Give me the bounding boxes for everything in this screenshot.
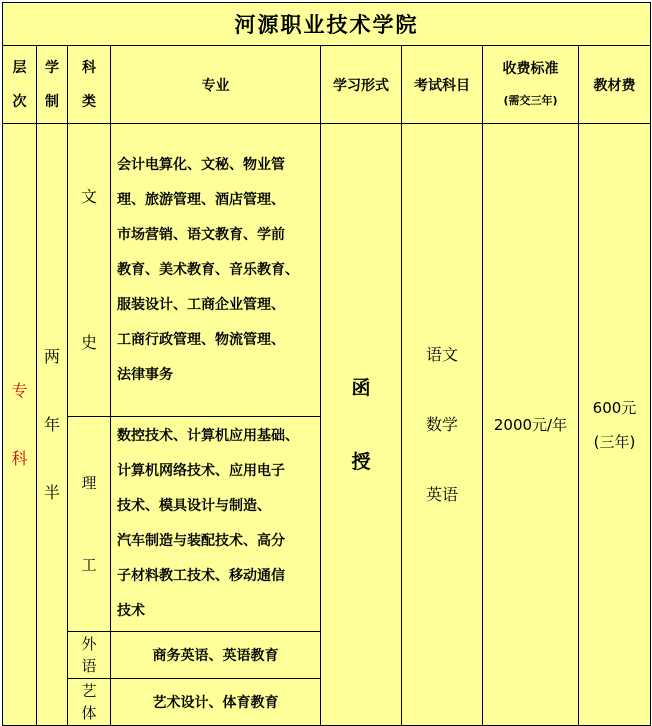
header-duration-char-2: 制 <box>45 93 59 110</box>
header-study-mode: 学习形式 <box>321 46 402 124</box>
header-level-char-1: 层 <box>12 59 27 76</box>
study-mode-char-1: 函 <box>351 376 371 399</box>
category-cell-language <box>68 632 111 679</box>
category-char: 艺 <box>81 682 97 700</box>
header-exam-subjects: 考试科目 <box>402 46 483 124</box>
majors-cell-science <box>111 417 321 632</box>
category-char: 理 <box>81 474 97 492</box>
textbook-fee-value: 600元 <box>592 398 637 417</box>
category-char: 文 <box>80 187 97 206</box>
header-category-char-2: 类 <box>82 93 96 110</box>
school-title: 河源职业技术学院 <box>3 3 651 46</box>
major-line: 子材料教工技术、移动通信 <box>117 568 285 584</box>
header-level-char-2: 次 <box>12 93 27 110</box>
exam-subjects-cell <box>402 124 483 726</box>
exam-subject: 英语 <box>425 484 458 504</box>
major-line: 教育、美术教育、音乐教育、 <box>117 261 299 278</box>
textbook-fee-cell <box>579 124 651 726</box>
header-duration-char-1: 学 <box>45 59 59 76</box>
enrollment-table <box>2 2 651 726</box>
exam-subject: 数学 <box>425 414 458 434</box>
header-category-char-1: 科 <box>82 59 96 76</box>
category-cell-humanities <box>68 124 111 417</box>
major-line: 服装设计、工商企业管理、 <box>117 296 285 313</box>
category-cell-arts <box>68 679 111 726</box>
major-line: 会计电算化、文秘、物业管 <box>117 156 285 173</box>
major-line: 技术、模具设计与制造、 <box>117 498 271 514</box>
category-char: 史 <box>80 333 97 352</box>
level-char-2: 科 <box>11 448 28 468</box>
duration-cell <box>37 124 68 726</box>
majors-cell-humanities <box>111 124 321 417</box>
duration-char-3: 半 <box>43 482 60 502</box>
majors-cell-language: 商务英语、英语教育 <box>111 632 321 679</box>
major-line: 数控技术、计算机应用基础、 <box>117 428 299 444</box>
major-line: 市场营销、语文教育、学前 <box>117 226 285 243</box>
study-mode-char-2: 授 <box>351 450 371 473</box>
header-fee-note: (需交三年) <box>503 93 558 107</box>
category-char: 体 <box>81 704 97 722</box>
header-category <box>68 46 111 124</box>
category-cell-science <box>68 417 111 632</box>
major-line: 理、旅游管理、酒店管理、 <box>117 191 285 208</box>
header-fee-standard <box>483 46 579 124</box>
category-char: 工 <box>81 556 97 574</box>
textbook-fee-note: (三年) <box>593 432 636 451</box>
header-textbook-fee: 教材费 <box>579 46 651 124</box>
major-line: 计算机网络技术、应用电子 <box>117 463 285 479</box>
major-line: 法律事务 <box>117 366 173 383</box>
level-char-1: 专 <box>11 380 28 400</box>
major-line: 工商行政管理、物流管理、 <box>117 331 285 348</box>
category-char: 外 <box>81 635 97 653</box>
header-duration <box>37 46 68 124</box>
study-mode-cell <box>321 124 402 726</box>
majors-cell-arts: 艺术设计、体育教育 <box>111 679 321 726</box>
duration-char-1: 两 <box>43 346 60 366</box>
category-char: 语 <box>81 657 97 675</box>
header-level <box>3 46 37 124</box>
level-cell <box>3 124 37 726</box>
duration-char-2: 年 <box>43 414 60 434</box>
fee-cell: 2000元/年 <box>483 124 579 726</box>
exam-subject: 语文 <box>425 344 458 364</box>
header-major: 专业 <box>111 46 321 124</box>
major-line: 技术 <box>117 603 145 619</box>
major-line: 汽车制造与装配技术、高分 <box>117 533 285 549</box>
header-fee-label: 收费标准 <box>502 60 559 77</box>
